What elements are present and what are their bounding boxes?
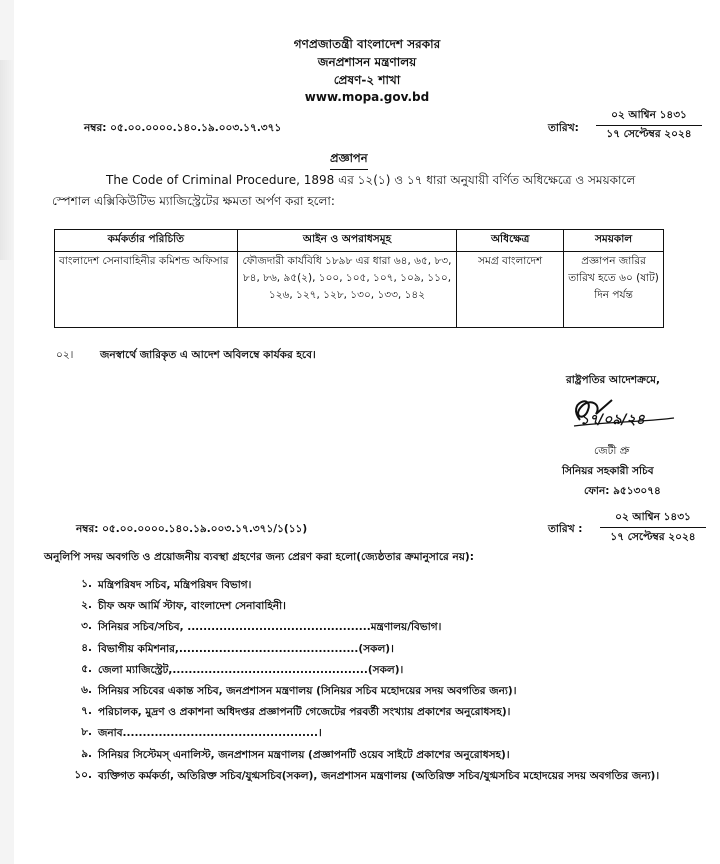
list-item: ৮. জনাব.................................................। bbox=[81, 726, 322, 740]
body-line-1: The Code of Criminal Procedure, 1898 এর ১২(১) ও ১৭ ধারা অনুযায়ী বর্ণিত অধিক্ষেত্রে ও সময়কালে bbox=[106, 173, 636, 187]
memo-number: নম্বর: ০৫.০০.০০০০.১৪০.১৯.০০৩.১৭.৩৭১ bbox=[84, 122, 282, 134]
powers-table bbox=[54, 229, 664, 328]
list-item: ২. চীফ অফ আর্মি স্টাফ, বাংলাদেশ সেনাবাহিনী। bbox=[81, 599, 286, 613]
page-edge-shadow bbox=[0, 60, 14, 260]
list-item: ৭. পরিচালক, মুদ্রণ ও প্রকাশনা অধিদপ্তর প্রজ্ঞাপনটি গেজেটের পরবর্তী সংখ্যায় প্রকাশের অনুরোধসহ)। bbox=[81, 705, 511, 719]
date-english: ১৭ সেপ্টেম্বর ২০২৪ bbox=[606, 128, 692, 140]
branch-name: প্রেষণ-২ শাখা bbox=[333, 73, 401, 87]
memo2-number: নম্বর: ০৫.০০.০০০০.১৪০.১৯.০০৩.১৭.৩৭১/১(১১) bbox=[76, 523, 308, 535]
government-name: গণপ্রজাতন্ত্রী বাংলাদেশ সরকার bbox=[293, 37, 441, 51]
memo2-date-english: ১৭ সেপ্টেম্বর ২০২৪ bbox=[610, 531, 696, 543]
signatory-phone: ফোন: ৯৫১৩০৭৪ bbox=[584, 485, 661, 497]
copy-intro: অনুলিপি সদয় অবগতি ও প্রয়োজনীয় ব্যবস্থা গ্রহণের জন্য প্রেরণ করা হলো(জ্যেষ্ঠতার ক্রমানুসারে নয়): bbox=[44, 551, 474, 563]
list-item: ৪. বিভাগীয় কমিশনার,.............................................(সকল)। bbox=[81, 641, 394, 655]
date-bangla: ০২ আশ্বিন ১৪৩১ bbox=[596, 108, 702, 126]
cell-officer: বাংলাদেশ সেনাবাহিনীর কমিশন্ড অফিসার bbox=[55, 252, 238, 328]
clause-text: জনস্বার্থে জারিকৃত এ আদেশ অবিলম্বে কার্যকর হবে। bbox=[100, 349, 316, 361]
body-line-2: স্পেশাল এক্সিকিউটিভ ম্যাজিস্ট্রেটের ক্ষমতা অর্পণ করা হলো: bbox=[52, 194, 335, 208]
order-line: রাষ্ট্রপতির আদেশক্রমে, bbox=[566, 374, 660, 386]
signatory-designation: সিনিয়র সহকারী সচিব bbox=[562, 465, 654, 477]
handwritten-date: ১৭/০৯/২৪ bbox=[580, 412, 645, 428]
recipient-list bbox=[58, 577, 698, 808]
document-page bbox=[14, 0, 720, 864]
ministry-name: জনপ্রশাসন মন্ত্রণালয় bbox=[317, 55, 417, 69]
website-link[interactable]: www.mopa.gov.bd bbox=[304, 90, 430, 104]
memo2-date-label: তারিখ : bbox=[548, 523, 583, 535]
list-item: ১০. ব্যক্তিগত কর্মকর্তা, অতিরিক্ত সচিব/যুগ্মসচিব(সকল), জনপ্রশাসন মন্ত্রণালয় (অতিরিক্ত সচিব/যুগ্মসচিব মহোদয়ের সদয় অবগতির জন্য)। bbox=[74, 768, 660, 782]
notice-title: প্রজ্ঞাপন bbox=[330, 150, 368, 170]
list-item: ৩. সিনিয়র সচিব/সচিব, ..............................................মন্ত্রণালয়/বিভাগ। bbox=[81, 620, 442, 634]
cell-jurisdiction: সমগ্র বাংলাদেশ bbox=[457, 252, 564, 328]
memo2-date-bangla: ০২ আশ্বিন ১৪৩১ bbox=[600, 510, 706, 528]
date-label: তারিখ: bbox=[548, 122, 579, 134]
cell-law: ফৌজদারী কার্যবিধি ১৮৯৮ এর ধারা ৬৪, ৬৫, ৮৩, ৮৪, ৮৬, ৯৫(২), ১০০, ১০৫, ১০৭, ১০৯, ১১০, ১২৬, ১২৭, ১২৮, ১৩০, ১৩৩, ১৪২ bbox=[237, 252, 457, 328]
header-law: আইন ও অপরাধসমূহ bbox=[237, 230, 457, 252]
header-jurisdiction: অধিক্ষেত্র bbox=[457, 230, 564, 252]
clause-number: ০২। bbox=[56, 349, 74, 361]
list-item: ৬. সিনিয়র সচিবের একান্ত সচিব, জনপ্রশাসন মন্ত্রণালয় (সিনিয়র সচিব মহোদয়ের সদয় অবগতির জন্য)। bbox=[81, 683, 517, 697]
table-header-row bbox=[55, 230, 664, 252]
list-item: ৫. জেলা ম্যাজিস্ট্রেট,.................................................(সকল)। bbox=[81, 662, 404, 676]
cell-period: প্রজ্ঞাপন জারির তারিখ হতে ৬০ (ষাট) দিন পর্যন্ত bbox=[564, 252, 664, 328]
header-officer: কর্মকর্তার পরিচিতি bbox=[55, 230, 238, 252]
header-period: সময়কাল bbox=[564, 230, 664, 252]
signatory-name: জেটী প্রু bbox=[594, 445, 630, 457]
list-item: ১. মন্ত্রিপরিষদ সচিব, মন্ত্রিপরিষদ বিভাগ। bbox=[81, 578, 252, 591]
list-item: ৯. সিনিয়র সিস্টেমস্ এনালিস্ট, জনপ্রশাসন মন্ত্রণালয় (প্রজ্ঞাপনটি ওয়েব সাইটে প্রকাশের অনুরোধসহ)। bbox=[81, 747, 510, 761]
table-row bbox=[55, 252, 664, 328]
